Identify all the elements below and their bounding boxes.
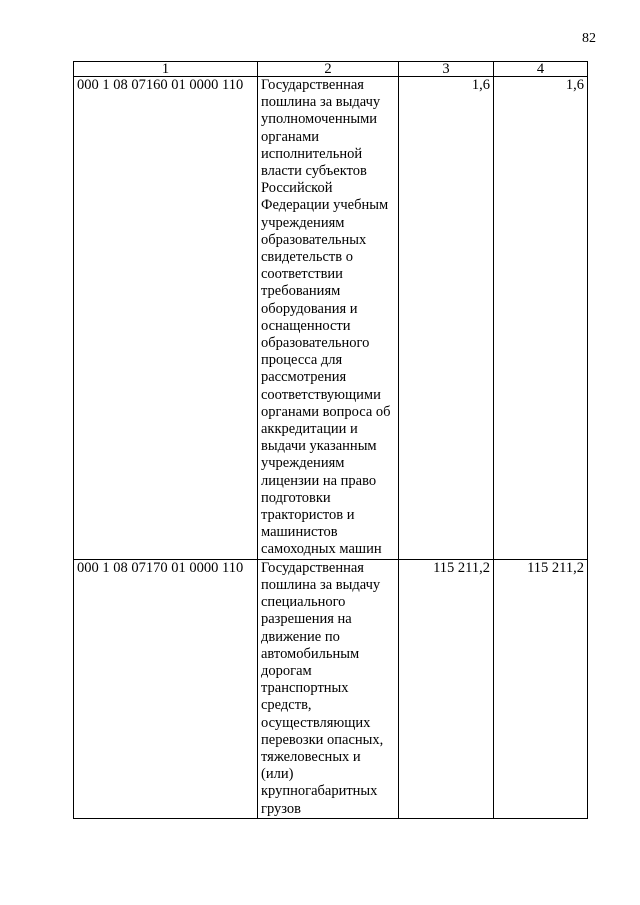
revenue-name-text: Государственная пошлина за выдачу уполномоченными органами исполнительной власти субъектов Российской Федерации учебным учреждениям образовательных свидетельств о соответствии требованиям оборудования и оснащенности образовательного процесса для рассмотрения соответствующими органами вопроса об аккредитации и выдачи указанным учреждениям лицензии на право подготовки трактористов и машинистов самоходных машин: [261, 77, 391, 558]
revenue-name-text: Государственная пошлина за выдачу специального разрешения на движение по автомобильным дорогам транспортных средств, осуществляющих перевозки опасных, тяжеловесных и (или) крупногабаритных грузов: [261, 559, 384, 817]
column-header-2: 2: [258, 62, 399, 77]
column-header-3: 3: [399, 62, 494, 77]
revenue-name-cell: [258, 559, 399, 818]
table-row: [74, 77, 588, 560]
table-header-row: [74, 62, 588, 77]
column-header-1: 1: [74, 62, 258, 77]
amount-cell-col4: 115 211,2: [494, 559, 588, 818]
revenue-code-cell: 000 1 08 07170 01 0000 110: [74, 559, 258, 818]
table-row: [74, 559, 588, 818]
amount-cell-col4: 1,6: [494, 77, 588, 560]
amount-cell-col3: 115 211,2: [399, 559, 494, 818]
revenue-code-cell: 000 1 08 07160 01 0000 110: [74, 77, 258, 560]
revenue-name-cell: [258, 77, 399, 560]
amount-cell-col3: 1,6: [399, 77, 494, 560]
column-header-4: 4: [494, 62, 588, 77]
page-number: 82: [582, 31, 596, 46]
budget-table: [73, 61, 588, 819]
